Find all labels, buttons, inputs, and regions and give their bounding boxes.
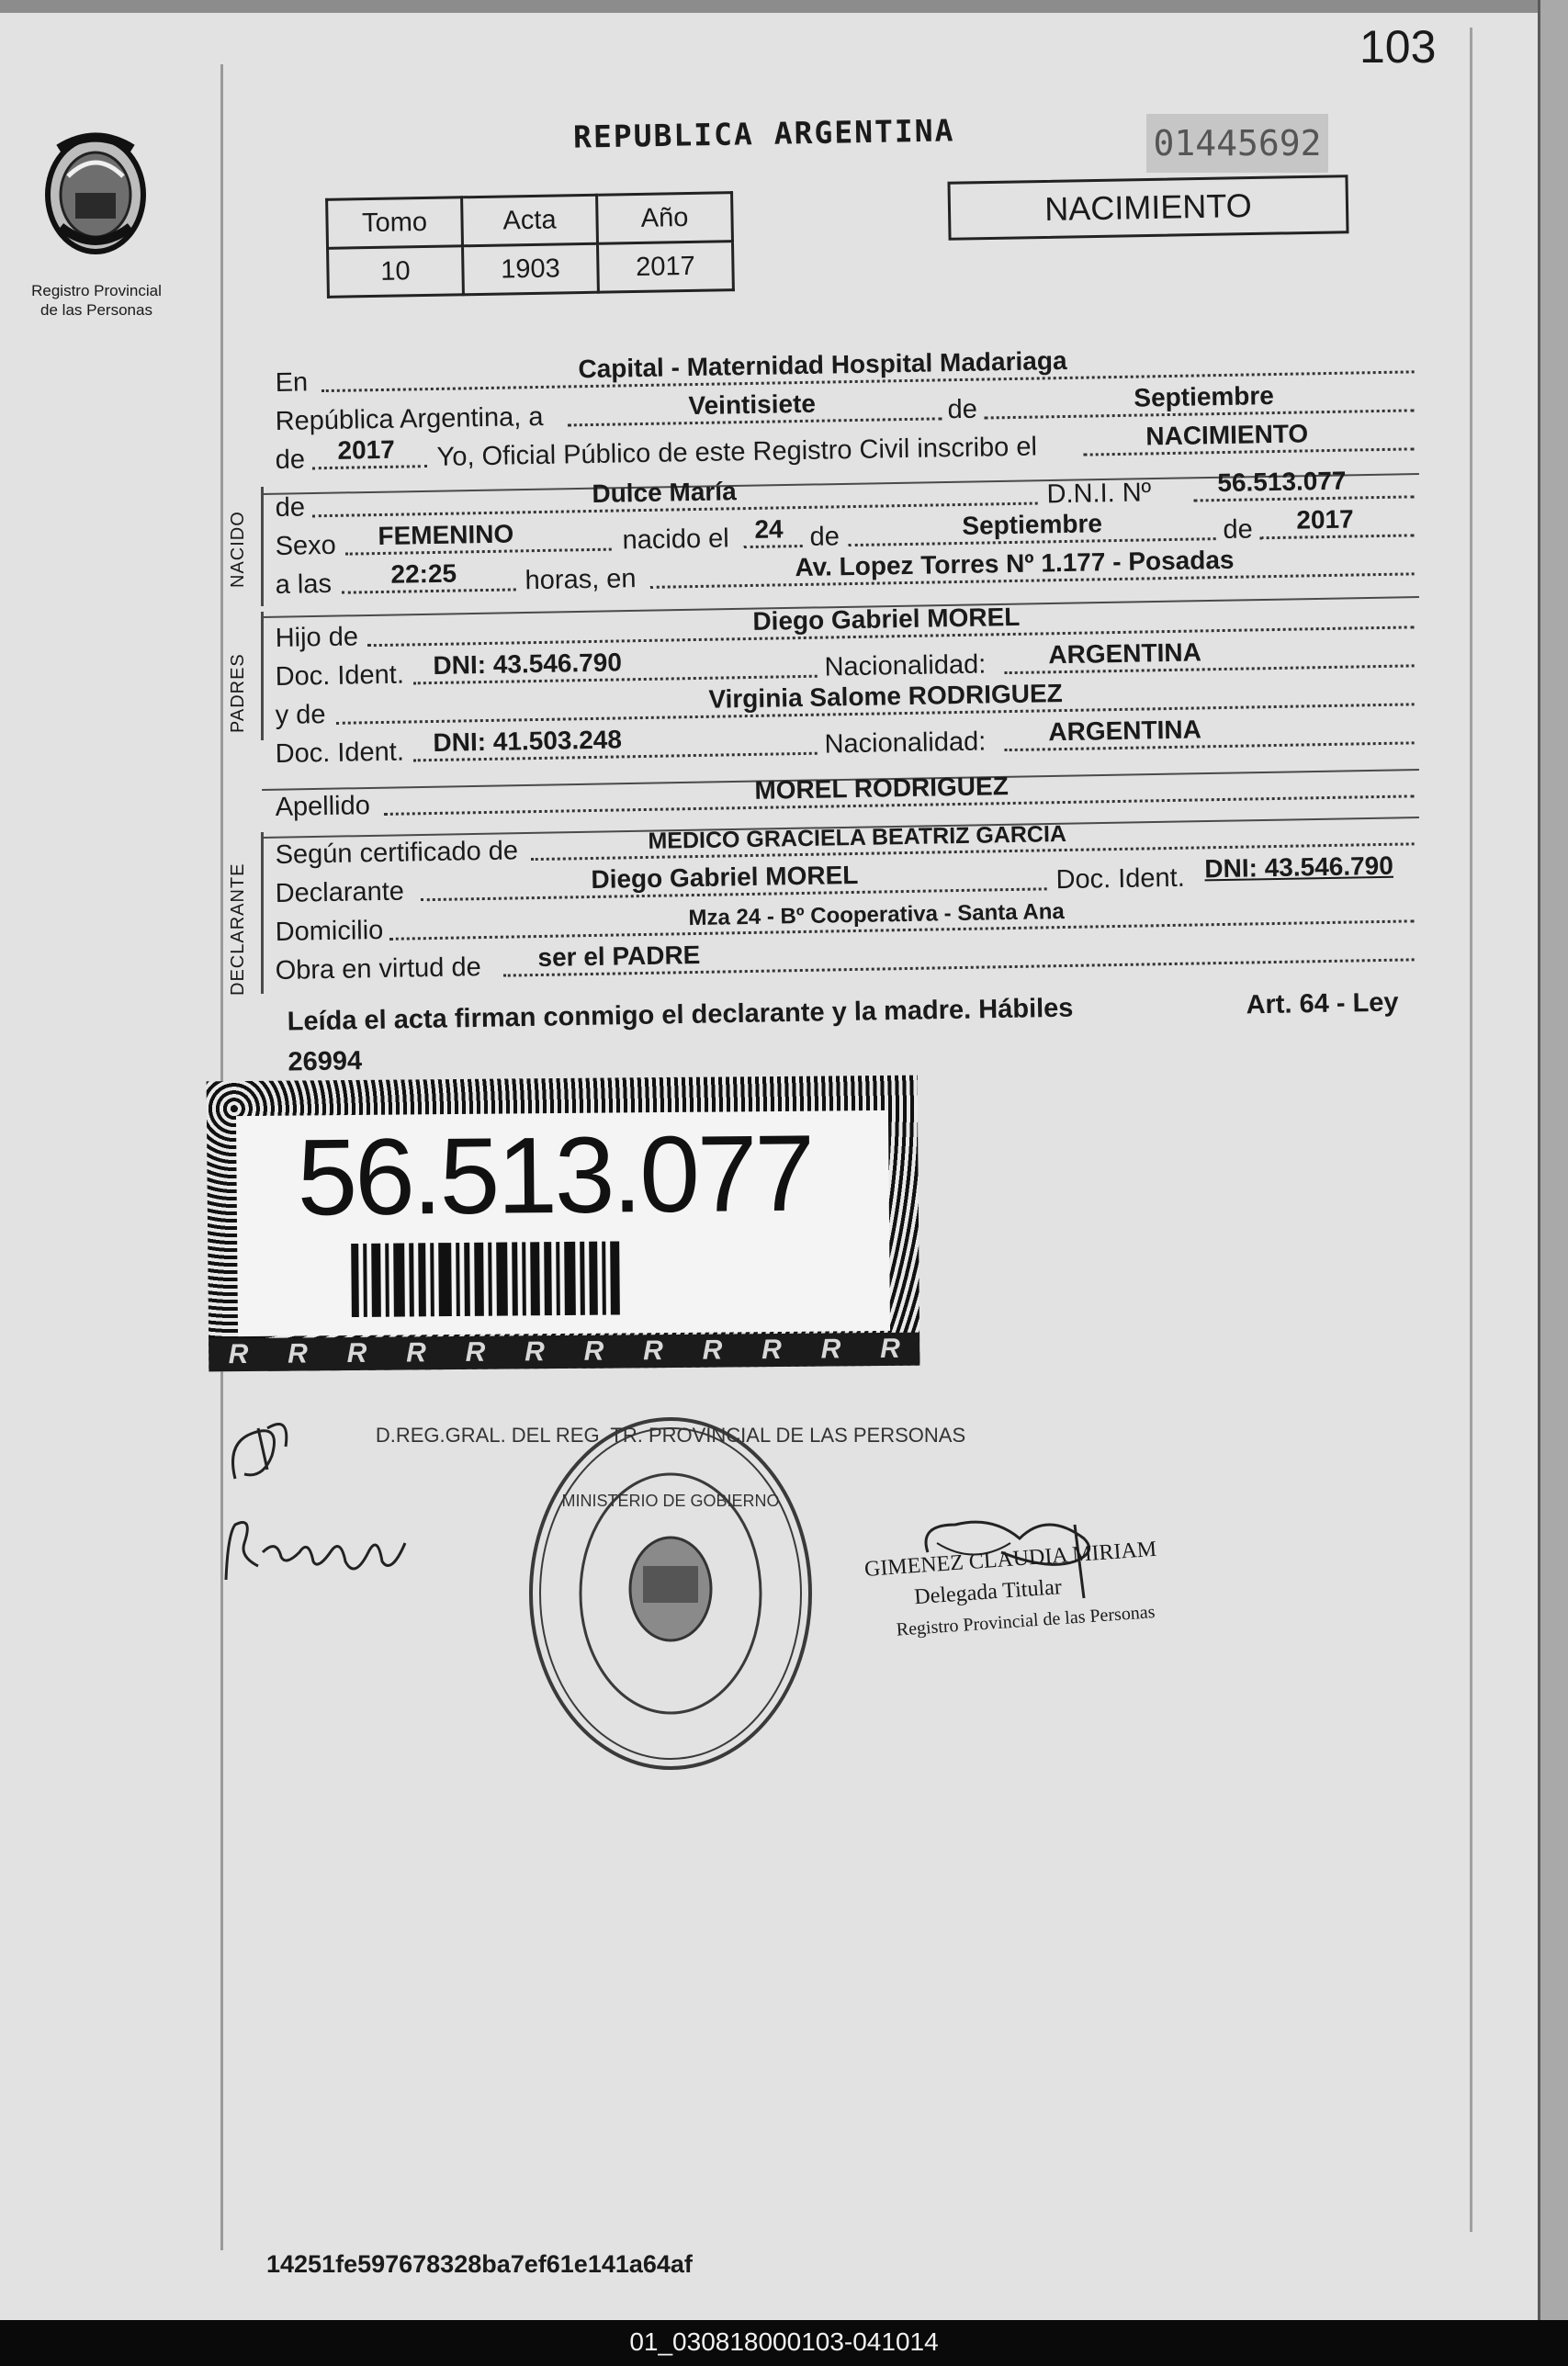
label-de: de	[947, 394, 978, 425]
official-name: GIMENEZ CLAUDIA MIRIAM	[863, 1537, 1157, 1582]
top-scan-edge	[0, 0, 1568, 13]
seal-inner-text: MINISTERIO DE GOBIERNO	[561, 1492, 780, 1510]
misiones-crest-icon	[31, 121, 160, 259]
value-act-type: NACIMIENTO	[1145, 419, 1309, 451]
label-de: de	[809, 522, 840, 552]
value-name: Dulce María	[592, 477, 737, 508]
serial-number: 01445692	[1146, 114, 1328, 173]
label-declarante: Declarante	[275, 876, 405, 909]
seal-text: D.REG.GRAL. DEL REG. TR. PROVINCIAL DE LAS PERSONAS	[375, 1424, 966, 1447]
footer-code: 01_030818000103-041014	[629, 2327, 939, 2356]
label-yo-oficial: Yo, Oficial Público de este Registro Civil inscribo el	[436, 432, 1038, 472]
label-nacionalidad: Nacionalidad:	[824, 727, 987, 760]
label-de: de	[275, 445, 306, 476]
label-hijo-de: Hijo de	[275, 622, 359, 654]
strip-letter: R	[228, 1338, 249, 1370]
strip-letter: R	[642, 1335, 663, 1367]
document-type-box: NACIMIENTO	[947, 175, 1348, 241]
label-doc-ident: Doc. Ident.	[275, 659, 405, 693]
label-segun-certificado: Según certificado de	[275, 836, 519, 871]
strip-letter: R	[583, 1335, 604, 1367]
table-value-ano: 2017	[597, 242, 733, 293]
value-father-name: Diego Gabriel MOREL	[752, 602, 1021, 636]
value-declarant-doc: DNI: 43.546.790	[1204, 851, 1394, 884]
official-role: Delegada Titular	[913, 1575, 1063, 1610]
strip-letter: R	[702, 1335, 723, 1366]
value-certificate-by: MEDICO GRACIELA BEATRIZ GARCIA	[648, 820, 1067, 854]
strip-letter: R	[465, 1336, 486, 1368]
dotted-line	[1260, 534, 1415, 539]
label-domicilio: Domicilio	[275, 915, 384, 948]
table-value-tomo: 10	[328, 246, 464, 298]
table-header-acta: Acta	[462, 195, 598, 246]
value-sex: FEMENINO	[378, 519, 514, 551]
dni-sticker-number: 56.513.077	[296, 1112, 813, 1239]
value-birth-time: 22:25	[390, 558, 457, 589]
value-declarant: Diego Gabriel MOREL	[591, 860, 859, 894]
official-office: Registro Provincial de las Personas	[896, 1602, 1156, 1640]
dni-sticker-label	[236, 1110, 890, 1336]
law-number: 26994	[288, 1046, 363, 1077]
barcode	[351, 1241, 620, 1317]
registry-table	[325, 191, 735, 299]
strip-letter: R	[524, 1336, 545, 1368]
value-birth-place: Av. Lopez Torres Nº 1.177 - Posadas	[795, 545, 1235, 582]
dotted-line	[342, 588, 516, 593]
value-place: Capital - Maternidad Hospital Madariaga	[578, 345, 1067, 384]
label-de: de	[275, 492, 306, 524]
label-a-las: a las	[275, 569, 333, 601]
section-label-padres: PADRES	[228, 653, 248, 733]
value-birth-month: Septiembre	[962, 509, 1103, 540]
strip-letter: R	[820, 1334, 841, 1365]
value-surname: MOREL RODRIGUEZ	[754, 772, 1010, 805]
section-label-nacido: NACIDO	[228, 511, 248, 588]
value-dni: 56.513.077	[1217, 466, 1347, 498]
value-day-written: Veintisiete	[688, 389, 817, 421]
strip-letter: R	[346, 1337, 367, 1369]
value-birth-day: 24	[754, 514, 784, 544]
registry-label-line1: Registro Provincial	[31, 282, 162, 299]
label-en: En	[275, 367, 309, 399]
document-title: REPUBLICA ARGENTINA	[572, 112, 955, 155]
label-de: de	[1223, 514, 1254, 545]
registry-label	[9, 281, 184, 320]
document-hash: 14251fe597678328ba7ef61e141a64af	[266, 2250, 693, 2278]
section-label-declarante: DECLARANTE	[228, 862, 248, 996]
dotted-line	[312, 465, 427, 469]
label-republica: República Argentina, a	[275, 401, 544, 437]
strip-letter: R	[287, 1338, 308, 1369]
label-nacido-el: nacido el	[622, 524, 729, 556]
section-bar-declarante	[261, 832, 264, 994]
label-horas-en: horas, en	[525, 564, 637, 596]
label-apellido: Apellido	[275, 791, 371, 823]
value-father-nationality: ARGENTINA	[1048, 637, 1202, 670]
right-scan-edge	[1538, 0, 1568, 2320]
closing-text: Leída el acta firman conmigo el declarante y la madre. Hábiles	[287, 993, 1074, 1037]
table-header-ano: Año	[597, 193, 733, 244]
right-margin-line	[1470, 28, 1472, 2232]
table-header-tomo: Tomo	[327, 197, 463, 249]
page-number: 103	[1359, 21, 1437, 73]
label-y-de: y de	[275, 700, 326, 731]
closing-statement	[287, 982, 1399, 1082]
strip-letter: R	[761, 1334, 782, 1366]
dni-sticker	[207, 1076, 920, 1372]
value-mother-name: Virginia Salome RODRIGUEZ	[708, 679, 1063, 714]
label-sexo: Sexo	[275, 530, 337, 562]
dotted-line	[744, 545, 803, 548]
official-seal	[375, 1405, 966, 1782]
label-doc-ident: Doc. Ident.	[275, 737, 405, 770]
security-strip	[209, 1333, 919, 1372]
value-address: Mza 24 - Bº Cooperativa - Santa Ana	[688, 899, 1065, 931]
value-month: Septiembre	[1134, 381, 1275, 412]
label-nacionalidad: Nacionalidad:	[824, 649, 987, 682]
strip-letter: R	[879, 1333, 900, 1364]
law-reference: Art. 64 - Ley	[1246, 987, 1399, 1020]
value-birth-year: 2017	[1296, 504, 1354, 535]
table-value-acta: 1903	[463, 243, 599, 295]
label-dni-no: D.N.I. Nº	[1046, 478, 1152, 510]
section-bar-padres	[261, 612, 264, 740]
value-year: 2017	[337, 434, 396, 465]
value-father-doc: DNI: 43.546.790	[433, 648, 623, 681]
value-mother-doc: DNI: 41.503.248	[433, 725, 623, 758]
section-bar-nacido	[261, 487, 264, 606]
registry-label-line2: de las Personas	[40, 301, 152, 319]
value-mother-nationality: ARGENTINA	[1048, 715, 1202, 747]
value-by-virtue: ser el PADRE	[537, 940, 701, 973]
label-doc-ident: Doc. Ident.	[1055, 862, 1186, 896]
label-obra-en-virtud: Obra en virtud de	[275, 952, 481, 986]
strip-letter: R	[405, 1337, 426, 1369]
